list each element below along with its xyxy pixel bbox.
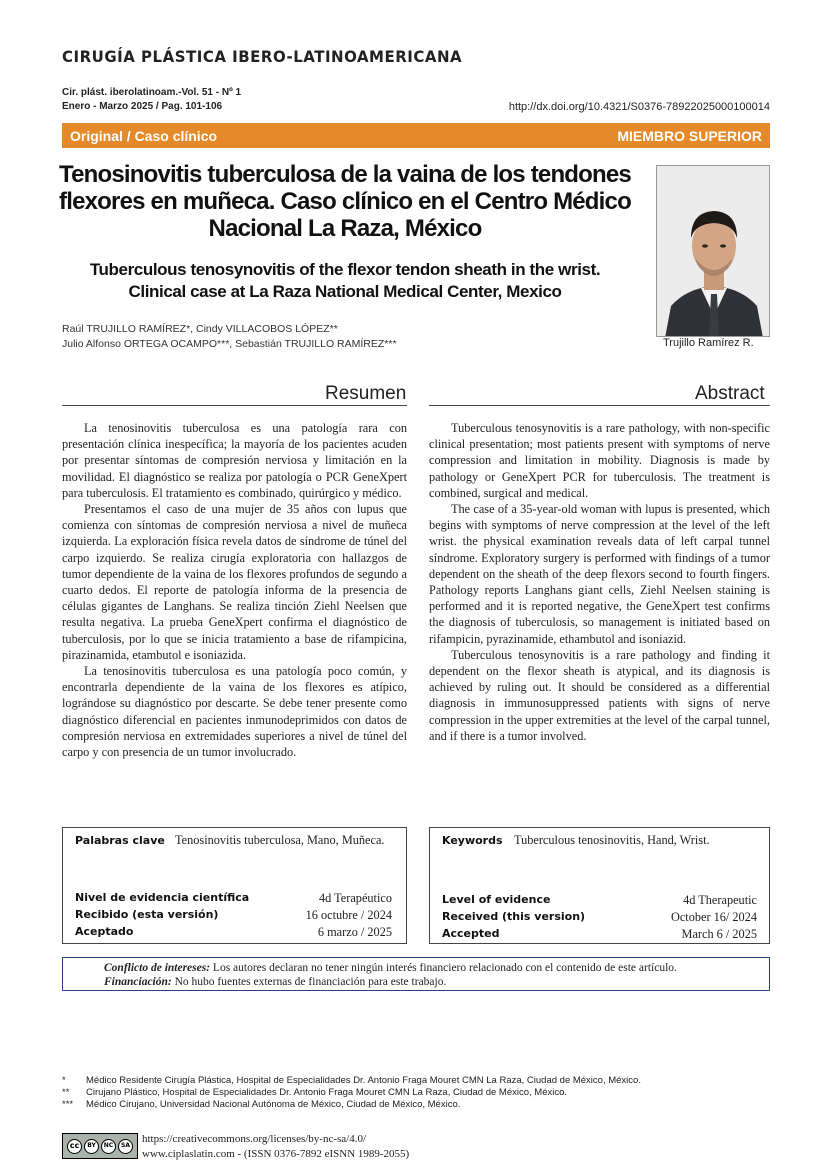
journal-site[interactable]: www.ciplaslatin.com - (ISSN 0376-7892 eISNN 1989-2055) [142,1148,410,1160]
title-english-line1: Tuberculous tenosynovitis of the flexor tendon sheath in the wrist. [89,260,601,279]
footnote-text: Médico Residente Cirugía Plástica, Hospital de Especialidades Dr. Antonio Fraga Mouret CMN La Raza, Ciudad de México, México. [86,1075,641,1086]
abstract-heading: Abstract [695,383,765,404]
resumen-rule [62,405,407,406]
author-photo [656,165,770,337]
journal-name: CIRUGÍA PLÁSTICA IBERO-LATINOAMERICANA [62,47,463,67]
keywords-value-en: Tuberculous tenosinovitis, Hand, Wrist. [514,833,710,847]
evidence-label-en: Level of evidence [442,893,551,906]
accepted-label-en: Accepted [442,927,500,940]
keywords-box-es [62,827,407,944]
received-value-es: 16 octubre / 2024 [305,908,392,922]
authors-line-2: Julio Alfonso ORTEGA OCAMPO***, Sebastián TRUJILLO RAMÍREZ*** [62,338,397,350]
resumen-body [62,420,407,760]
abstract-paragraph: Tuberculous tenosynovitis is a rare pathology, with non-specific clinical presentation; most patients present with symptoms of nerve compression and limitation in mobility. Diagnosis is made by pathology or GeneXpert PCR for tuberculosis. The treatment is combined, surgical and medical. [429,421,770,500]
received-label-en: Received (this version) [442,910,586,923]
abstract-paragraph: Tuberculous tenosynovitis is a rare pathology and finding it dependent on the flexor sheath is atypical, and its diagnosis is achieved by ruling out. It should be considered as a differential diagnosis in immunosuppressed patients with signs of nerve compression in the upper extremities at the level of the carpal tunnel, and if there is a tumor involved. [429,647,770,743]
accepted-value-es: 6 marzo / 2025 [317,925,392,939]
footnote-text: Médico Cirujano, Universidad Nacional Autónoma de México, Ciudad de México, México. [86,1099,461,1110]
title-english-line2: Clinical case at La Raza National Medical Center, Mexico [128,282,562,301]
citation-volume: Cir. plást. iberolatinoam.-Vol. 51 - Nº 1 [62,87,242,98]
funding-text: No hubo fuentes externas de financiación para este trabajo. [174,976,447,988]
cc-license-badge[interactable] [62,1133,138,1159]
funding [104,975,728,989]
affiliation-footnotes [62,1075,641,1111]
conflict-label: Conflicto de intereses: [104,962,211,974]
footnote-item [62,1087,641,1099]
sa-icon: SA [118,1139,133,1154]
footnote-mark: ** [62,1087,70,1098]
footnote-text: Cirujano Plástico, Hospital de Especialidades Dr. Antonio Fraga Mouret CMN La Raza, Ciudad de México, México. [86,1087,568,1098]
keywords-label-en: Keywords [442,834,503,847]
section-banner [62,123,770,148]
received-label-es: Recibido (esta versión) [75,908,219,921]
conflict-text: Los autores declaran no tener ningún interés financiero relacionado con el contenido de este artículo. [212,962,677,974]
article-type: Original / Caso clínico [70,127,218,144]
footnote-mark: * [62,1075,66,1086]
authors-line-1: Raúl TRUJILLO RAMÍREZ*, Cindy VILLACOBOS LÓPEZ** [62,323,338,335]
received-value-en: October 16/ 2024 [670,910,757,924]
keywords-label-es: Palabras clave [75,834,165,847]
resumen-heading: Resumen [325,383,407,404]
title-spanish: Tenosinovitis tuberculosa de la vaina de los tendones flexores en muñeca. Caso clínico en el Centro Médico Nacional La Raza, México [59,161,631,242]
resumen-paragraph: Presentamos el caso de una mujer de 35 años con lupus que comienza con síntomas de compresión nerviosa a nivel de muñeca izquierda. La exploración física revela datos de síndrome de túnel del carpo izquierdo. Se realiza cirugía exploratoria con hallazgos de tumor dependiente de la vaina de los flexores profundos de segundo a cuarto dedos. El reporte de patología informa de la presencia de células gigantes de Langhans. Se realiza tinción Ziehl Neelsen que resulta negativa. La prueba GeneXpert confirma el diagnóstico de tuberculosis, por lo que se inicia tratamiento a base de rifampicina, pirazinamida, etambutol e isoniazida. [62,502,407,662]
abstract-paragraph: The case of a 35-year-old woman with lupus is presented, which begins with symptoms of nerve compression at the level of the left wrist. the physical examination reveals data of left carpal tunnel síndrome. Exploratory surgery is performed with findings of a tumor dependent on the sheath of the deep flexors second to fourth fingers. Pathology reports Langhans giant cells, Ziehl Neelsen staining is performed and it is reported negative, the GeneXpert test confirms the diagnosis of tuberculosis, so management is initiated based on rifampicin, pyrazinamide, ethambutol and isoniazid. [429,502,770,646]
by-icon: BY [84,1139,99,1154]
doi-link[interactable]: http://dx.doi.org/10.4321/S0376-78922025000100014 [508,101,770,113]
footnote-mark: *** [62,1099,74,1110]
cc-icon: cc [67,1139,82,1154]
accepted-label-es: Aceptado [75,925,134,938]
evidence-value-es: 4d Terapéutico [318,891,392,905]
abstract-body [429,420,770,744]
resumen-paragraph: La tenosinovitis tuberculosa es una patología poco común, y encontrarla dependiente de la vaina de los flexores es atípico, lográndose su diagnóstico por descarte. Se debe tener presente como diagnóstico diferencial en pacientes inmunodeprimidos con datos de compresión nerviosa en extremidades superiores a nivel de túnel del carpo y con presencia de un tumor involucrado. [62,664,407,760]
conflict-of-interest [104,961,728,975]
funding-label: Financiación: [104,976,172,988]
evidence-label-es: Nivel de evidencia científica [75,891,250,904]
abstract-rule [429,405,770,406]
evidence-value-en: 4d Therapeutic [683,893,757,907]
photo-caption: Trujillo Ramírez R. [663,337,754,349]
footnote-item [62,1099,641,1111]
license-url[interactable]: https://creativecommons.org/licenses/by-nc-sa/4.0/ [142,1133,367,1145]
disclosure-box [62,957,770,991]
title-english [60,259,630,303]
footnote-item [62,1075,641,1087]
accepted-value-en: March 6 / 2025 [681,927,757,941]
nc-icon: NC [101,1139,116,1154]
article-category: MIEMBRO SUPERIOR [617,127,762,144]
author-portrait-image [657,166,770,337]
resumen-paragraph: La tenosinovitis tuberculosa es una patología rara con presentación clínica inespecífica; la mayoría de los pacientes acuden por presentar síntomas de compresión nerviosa y limitación en la movilidad. El diagnóstico se realiza por patología o PCR GeneXpert para tuberculosis. El tratamiento es combinado, quirúrgico y médico. [62,421,407,500]
citation-pages: Enero - Marzo 2025 / Pag. 101-106 [62,101,223,112]
keywords-box-en [429,827,770,944]
keywords-value-es: Tenosinovitis tuberculosa, Mano, Muñeca. [175,833,385,847]
